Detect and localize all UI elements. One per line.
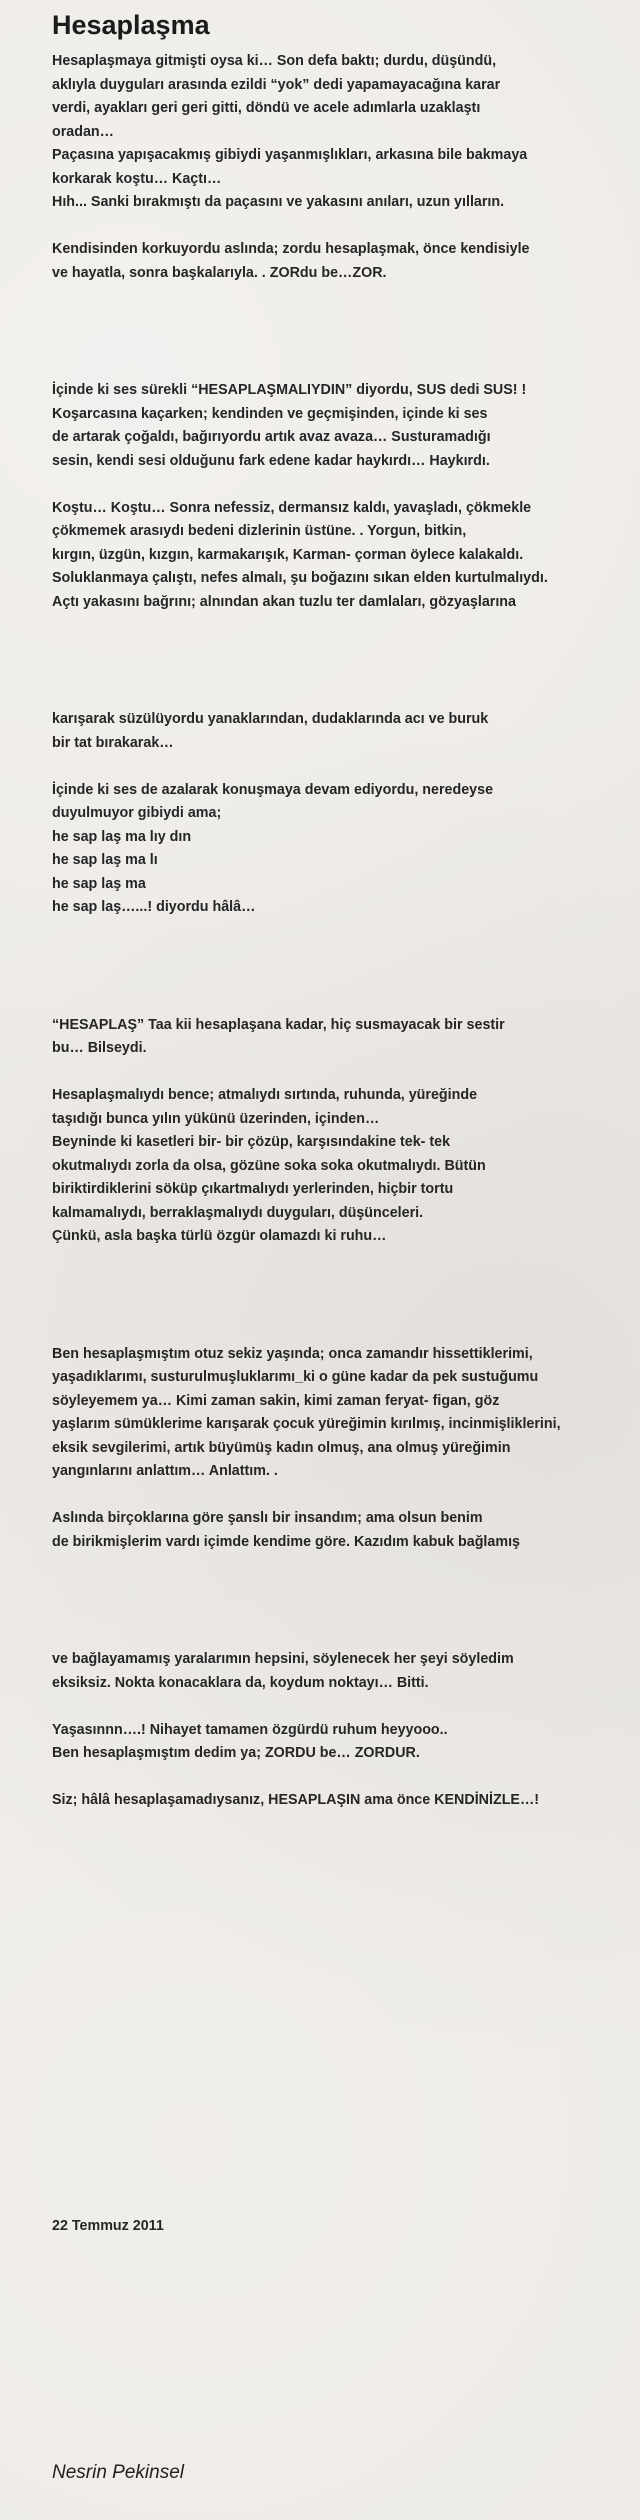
stanza <box>52 1648 632 1695</box>
poem-line: yangınlarını anlattım… Anlattım. . <box>52 1463 278 1479</box>
section-gap <box>52 920 632 1014</box>
poem-line: taşıdığı bunca yılın yükünü üzerinden, içinden… <box>52 1110 380 1127</box>
poem-line: aklıyla duyguları arasında ezildi “yok” dedi yapamayacağına karar <box>52 76 501 93</box>
poem-line: çökmemek arasıydı bedeni dizlerinin üstüne. . Yorgun, bitkin, <box>52 523 467 539</box>
poem-line: korkarak koştu… Kaçtı… <box>52 170 222 187</box>
poem-line: he sap laş ma lıy dın <box>52 828 192 845</box>
poem-line: biriktirdiklerini söküp çıkartmalıydı yerlerinden, hiçbir tortu <box>52 1181 454 1197</box>
poem-line: sesin, kendi sesi olduğunu fark edene kadar haykırdı… Haykırdı. <box>52 452 490 469</box>
section-gap <box>52 285 632 379</box>
section-gap <box>52 614 632 708</box>
poem-title: Hesaplaşma <box>52 10 210 40</box>
poem-line: Koşarcasına kaçarken; kendinden ve geçmişinden, içinde ki ses <box>52 405 488 422</box>
poem-line: Yaşasınnn….! Nihayet tamamen özgürdü ruhum heyyooo.. <box>52 1721 448 1738</box>
poem-line: Aslında birçoklarına göre şanslı bir insandım; ama olsun benim <box>52 1510 483 1526</box>
poem-line: Açtı yakasını bağrını; alnından akan tuzlu ter damlaları, gözyaşlarına <box>52 593 516 610</box>
stanza <box>52 238 632 285</box>
poem-line: verdi, ayakları geri geri gitti, döndü ve acele adımlarla uzaklaştı <box>52 100 481 116</box>
poem-line: kalmamalıydı, berraklaşmalıydı duyguları, düşünceleri. <box>52 1204 424 1221</box>
stanza <box>52 1789 632 1813</box>
stanza <box>52 1507 632 1554</box>
stanza-break <box>52 215 632 239</box>
poem-line: Hesaplaşmaya gitmişti oysa ki… Son defa baktı; durdu, düşündü, <box>52 53 497 69</box>
poem-line: söyleyemem ya… Kimi zaman sakin, kimi zaman feryat- figan, göz <box>52 1392 500 1409</box>
poem-body <box>52 50 632 1813</box>
section-gap <box>52 1554 632 1648</box>
poem-line: he sap laş ma lı <box>52 852 158 868</box>
poem-line: “HESAPLAŞ” Taa kii hesaplaşana kadar, hiç susmayacak bir sestir <box>52 1016 505 1033</box>
poem-line: Çünkü, asla başka türlü özgür olamazdı ki ruhu… <box>52 1228 387 1244</box>
poem-line: he sap laş…...! diyordu hâlâ… <box>52 899 256 915</box>
poem-line: oradan… <box>52 123 114 140</box>
section-gap <box>52 1249 632 1343</box>
stanza-break <box>52 1695 632 1719</box>
poem-line: Ben hesaplaşmıştım dedim ya; ZORDU be… ZORDUR. <box>52 1745 420 1761</box>
stanza <box>52 1084 632 1249</box>
poem-line: duyulmuyor gibiydi ama; <box>52 805 222 821</box>
stanza-break <box>52 473 632 497</box>
poem-date: 22 Temmuz 2011 <box>52 2218 164 2234</box>
poem-line: bu… Bilseydi. <box>52 1040 147 1056</box>
stanza <box>52 1343 632 1484</box>
poem-line: he sap laş ma <box>52 875 146 892</box>
poem-line: İçinde ki ses de azalarak konuşmaya devam ediyordu, neredeyse <box>52 781 494 798</box>
stanza <box>52 50 632 215</box>
poem-line: yaşlarım sümüklerime karışarak çocuk yüreğimin kırılmış, incinmişliklerini, <box>52 1416 561 1432</box>
stanza <box>52 1014 632 1061</box>
poem-line: eksik sevgilerimi, artık büyümüş kadın olmuş, ana olmuş yüreğimin <box>52 1439 511 1456</box>
poem-line: bir tat bırakarak… <box>52 734 174 751</box>
poem-line: Kendisinden korkuyordu aslında; zordu hesaplaşmak, önce kendisiyle <box>52 241 530 257</box>
poem-line: Koştu… Koştu… Sonra nefessiz, dermansız kaldı, yavaşladı, çökmekle <box>52 499 532 516</box>
stanza <box>52 708 632 755</box>
poem-line: Beyninde ki kasetleri bir- bir çözüp, karşısındakine tek- tek <box>52 1134 451 1150</box>
poem-line: kırgın, üzgün, kızgın, karmakarışık, Karman- çorman öylece kalakaldı. <box>52 546 524 563</box>
stanza-break <box>52 1766 632 1790</box>
poem-line: ve hayatla, sonra başkalarıyla. . ZORdu be…ZOR. <box>52 264 387 281</box>
stanza <box>52 379 632 473</box>
poem-line: yaşadıklarımı, susturulmuşluklarımı_ki o güne kadar da pek sustuğumu <box>52 1369 539 1385</box>
stanza <box>52 497 632 615</box>
poem-line: Siz; hâlâ hesaplaşamadıysanız, HESAPLAŞIN ama önce KENDİNİZLE…! <box>52 1792 540 1808</box>
poem-line: Soluklanmaya çalıştı, nefes almalı, şu boğazını sıkan elden kurtulmalıydı. <box>52 570 548 586</box>
stanza <box>52 779 632 920</box>
poem-line: de artarak çoğaldı, bağırıyordu artık avaz avaza… Susturamadığı <box>52 429 491 445</box>
stanza-break <box>52 1061 632 1085</box>
poem-author: Nesrin Pekinsel <box>52 2462 184 2483</box>
stanza-break <box>52 755 632 779</box>
poem-line: eksiksiz. Nokta konacaklara da, koydum noktayı… Bitti. <box>52 1674 429 1691</box>
poem-line: Paçasına yapışacakmış gibiydi yaşanmışlıkları, arkasına bile bakmaya <box>52 147 528 163</box>
poem-line: ve bağlayamamış yaralarımın hepsini, söylenecek her şeyi söyledim <box>52 1651 514 1667</box>
poem-line: Hesaplaşmalıydı bence; atmalıydı sırtında, ruhunda, yüreğinde <box>52 1087 478 1103</box>
poem-line: karışarak süzülüyordu yanaklarından, dudaklarında acı ve buruk <box>52 711 489 727</box>
poem-line: İçinde ki ses sürekli “HESAPLAŞMALIYDIN” diyordu, SUS dedi SUS! ! <box>52 382 527 398</box>
stanza-break <box>52 1484 632 1508</box>
poem-line: Hıh... Sanki bırakmıştı da paçasını ve yakasını anıları, uzun yılların. <box>52 194 505 210</box>
poem-line: de birikmişlerim vardı içimde kendime göre. Kazıdım kabuk bağlamış <box>52 1533 520 1550</box>
poem-line: Ben hesaplaşmıştım otuz sekiz yaşında; onca zamandır hissettiklerimi, <box>52 1345 533 1362</box>
poem-line: okutmalıydı zorla da olsa, gözüne soka soka okutmalıydı. Bütün <box>52 1157 486 1174</box>
stanza <box>52 1719 632 1766</box>
